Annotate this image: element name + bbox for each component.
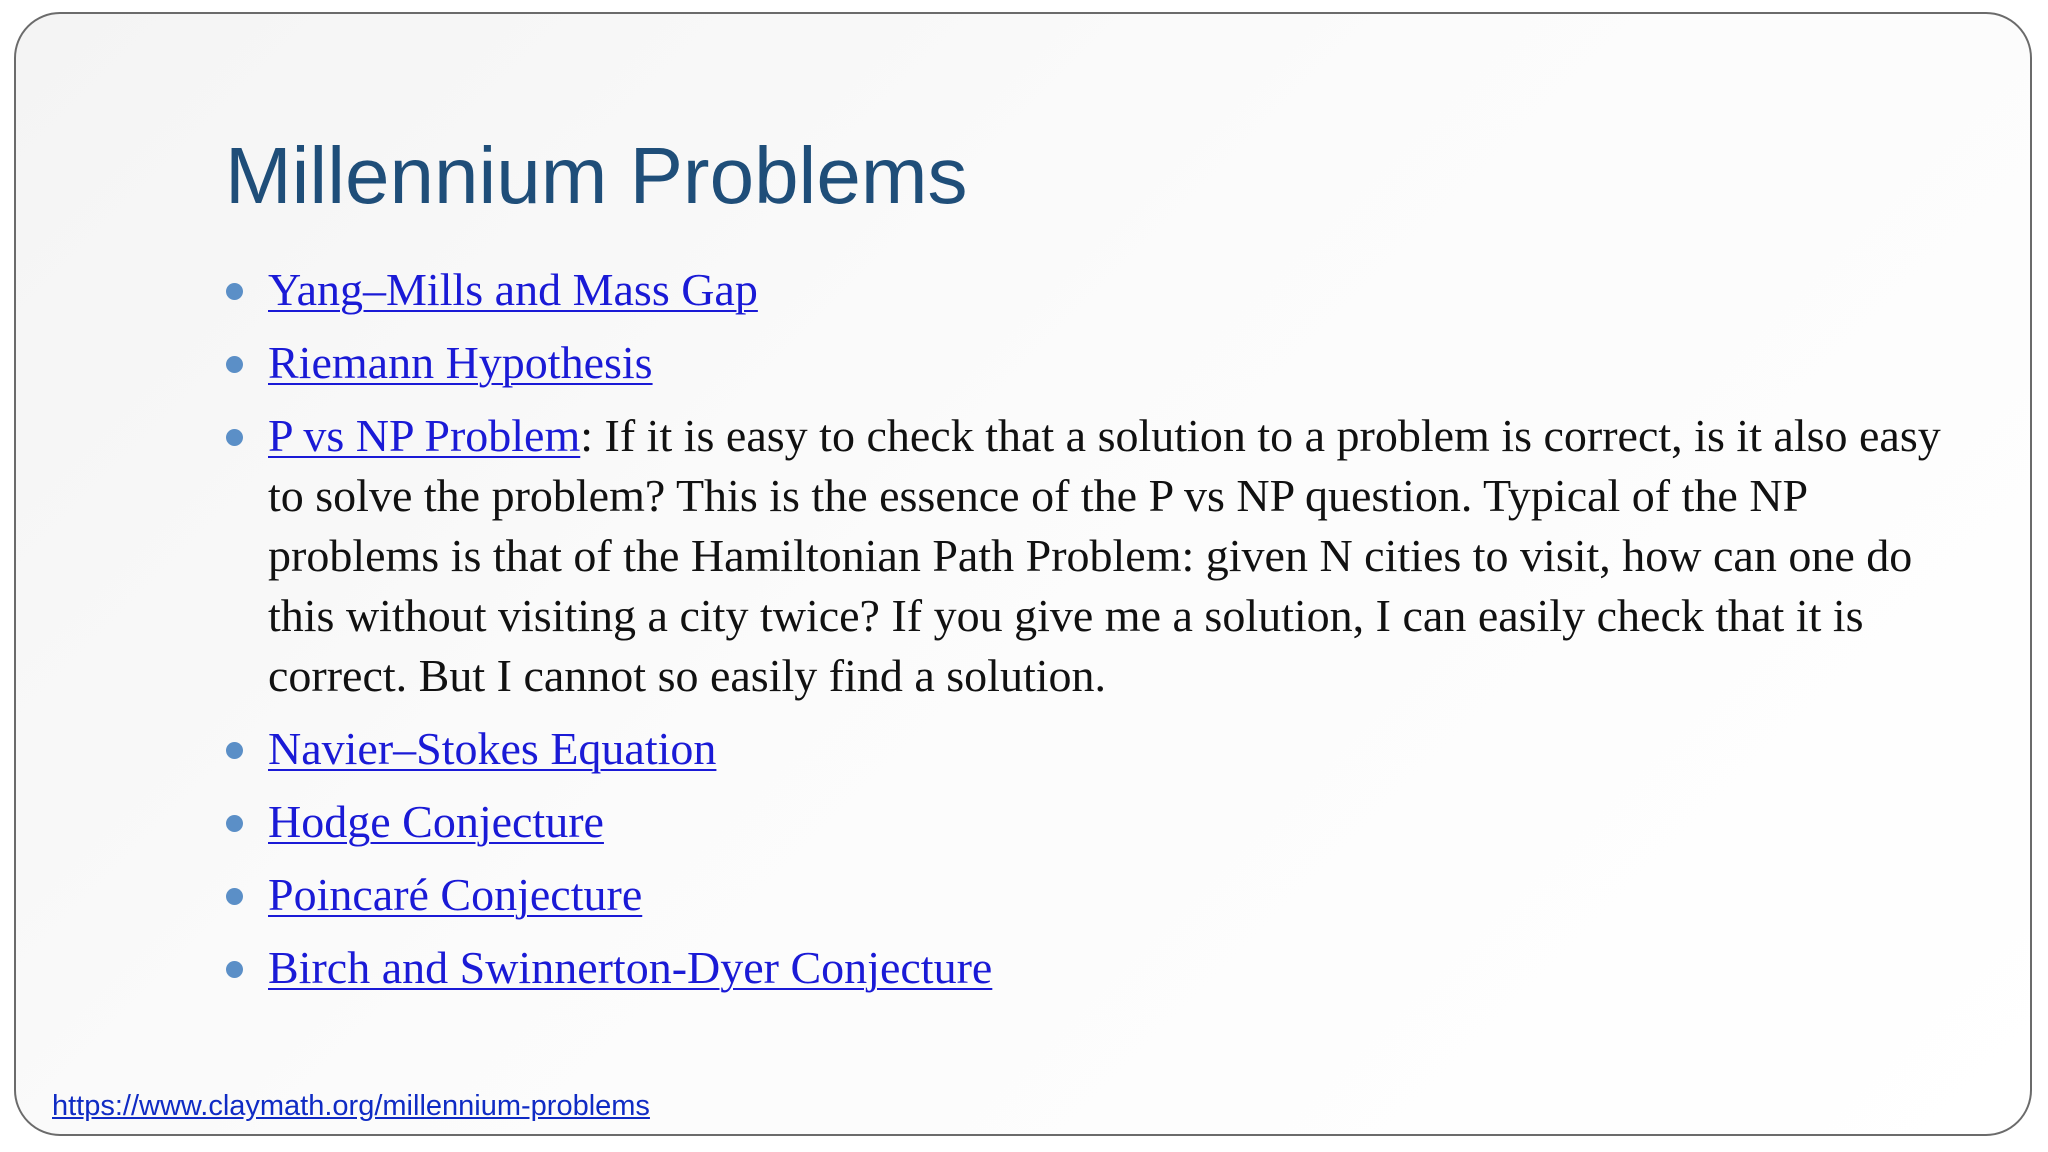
link-riemann-hypothesis[interactable]: Riemann Hypothesis (268, 337, 653, 388)
list-item (268, 406, 1968, 706)
slide-title: Millennium Problems (225, 131, 968, 220)
link-navier-stokes[interactable]: Navier–Stokes Equation (268, 723, 717, 774)
link-p-vs-np[interactable]: P vs NP Problem (268, 410, 581, 461)
bullet-dot-icon (226, 742, 243, 759)
bullet-dot-icon (226, 283, 243, 300)
slide (14, 12, 2032, 1136)
list-item (268, 938, 1968, 998)
link-poincare-conjecture[interactable]: Poincaré Conjecture (268, 869, 643, 920)
link-yang-mills[interactable]: Yang–Mills and Mass Gap (268, 264, 758, 315)
p-vs-np-description: : If it is easy to check that a solution to a problem is correct, is it also easy to solve the problem? This is the essence of the P vs NP question. Typical of the NP problems is that of the Hamiltonian Path Problem: given N cities to visit, how can one do this without visiting a city twice? If you give me a solution, I can easily check that it is correct. But I cannot so easily find a solution. (268, 410, 1941, 701)
bullet-dot-icon (226, 356, 243, 373)
list-item (268, 719, 1968, 779)
link-birch-swinnerton-dyer[interactable]: Birch and Swinnerton-Dyer Conjecture (268, 942, 993, 993)
list-item (268, 260, 1968, 320)
list-item (268, 865, 1968, 925)
bullet-dot-icon (226, 429, 243, 446)
bullet-dot-icon (226, 961, 243, 978)
list-item (268, 792, 1968, 852)
link-hodge-conjecture[interactable]: Hodge Conjecture (268, 796, 604, 847)
problem-list (268, 260, 1968, 1011)
bullet-dot-icon (226, 815, 243, 832)
bullet-dot-icon (226, 888, 243, 905)
source-url-link[interactable]: https://www.claymath.org/millennium-problems (52, 1090, 650, 1122)
list-item (268, 333, 1968, 393)
